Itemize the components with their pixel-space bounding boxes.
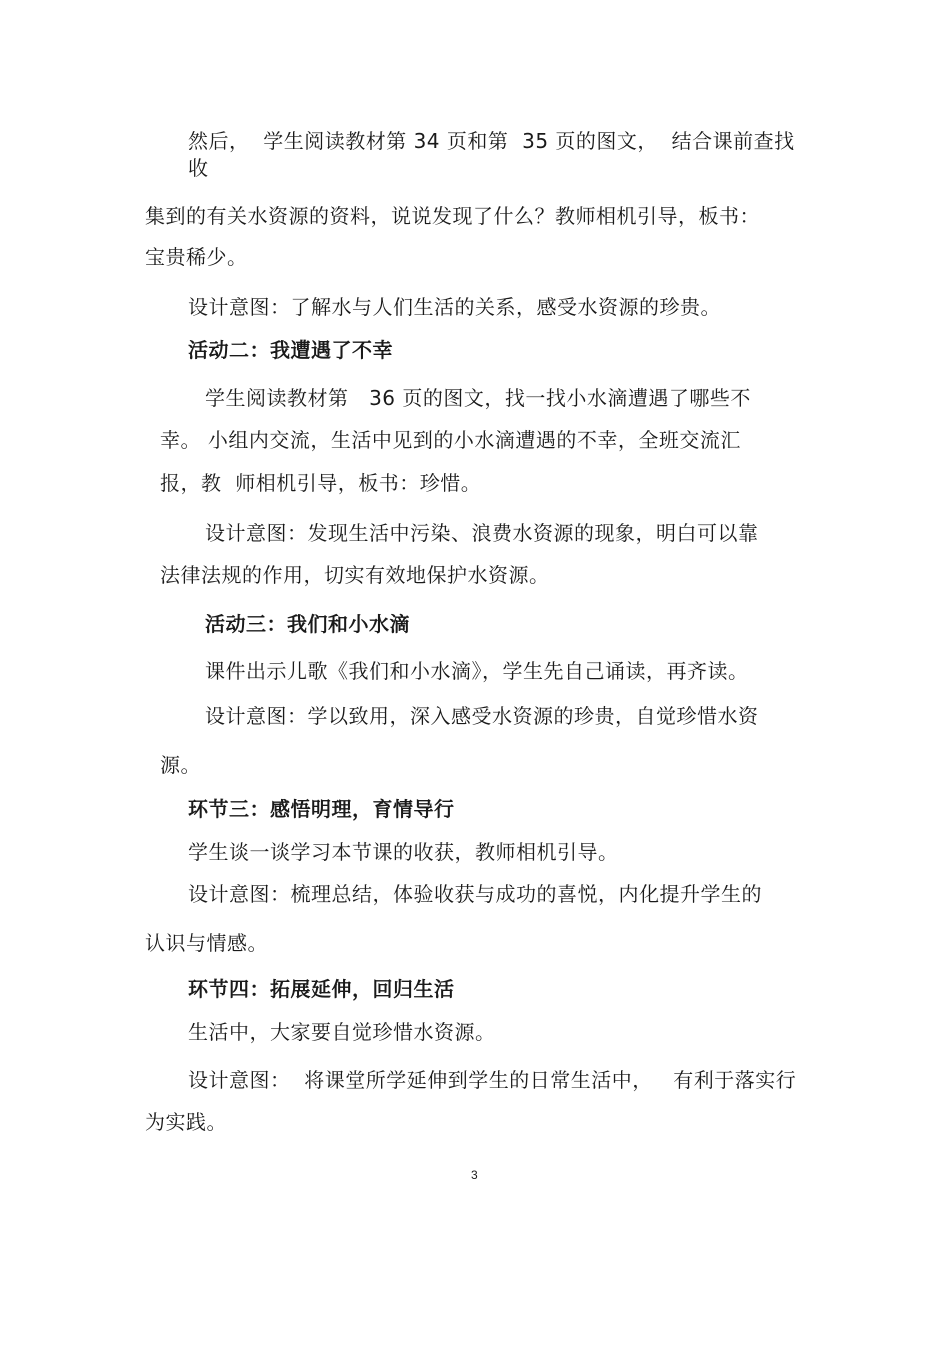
paragraph-line: 生活中，大家要自觉珍惜水资源。 [188, 1020, 496, 1044]
paragraph-line: 收 [188, 156, 209, 180]
section-four-heading: 环节四：拓展延伸，回归生活 [188, 977, 455, 1001]
paragraph-line: 源。 [160, 753, 201, 777]
section-three-heading: 环节三：感悟明理，育情导行 [188, 797, 455, 821]
paragraph-line: 然后， 学生阅读教材第 34 页和第 35 页的图文， 结合课前查找 [188, 129, 795, 153]
page-number: 3 [471, 1168, 478, 1182]
paragraph-line: 为实践。 [145, 1110, 227, 1134]
activity-two-heading: 活动二：我遭遇了不幸 [188, 338, 393, 362]
paragraph-line: 集到的有关水资源的资料，说说发现了什么？教师相机引导，板书： [145, 204, 760, 228]
design-intent-line: 设计意图：梳理总结，体验收获与成功的喜悦，内化提升学生的 [188, 882, 762, 906]
paragraph-line: 宝贵稀少。 [145, 245, 248, 269]
paragraph-line: 幸。 小组内交流，生活中见到的小水滴遭遇的不幸，全班交流汇 [160, 428, 741, 452]
design-intent-line: 设计意图： 将课堂所学延伸到学生的日常生活中， 有利于落实行 [188, 1068, 797, 1092]
paragraph-line: 报，教 师相机引导，板书：珍惜。 [160, 471, 482, 495]
paragraph-line: 法律法规的作用，切实有效地保护水资源。 [160, 563, 550, 587]
design-intent-line: 设计意图：发现生活中污染、浪费水资源的现象，明白可以靠 [205, 521, 759, 545]
paragraph-line: 学生阅读教材第 36 页的图文，找一找小水滴遭遇了哪些不 [205, 386, 751, 410]
design-intent-line: 设计意图：了解水与人们生活的关系，感受水资源的珍贵。 [188, 295, 721, 319]
paragraph-line: 课件出示儿歌《我们和小水滴》，学生先自己诵读，再齐读。 [205, 659, 749, 683]
paragraph-line: 认识与情感。 [145, 931, 268, 955]
paragraph-line: 学生谈一谈学习本节课的收获，教师相机引导。 [188, 840, 619, 864]
activity-three-heading: 活动三：我们和小水滴 [205, 612, 410, 636]
design-intent-line: 设计意图：学以致用，深入感受水资源的珍贵，自觉珍惜水资 [205, 704, 759, 728]
